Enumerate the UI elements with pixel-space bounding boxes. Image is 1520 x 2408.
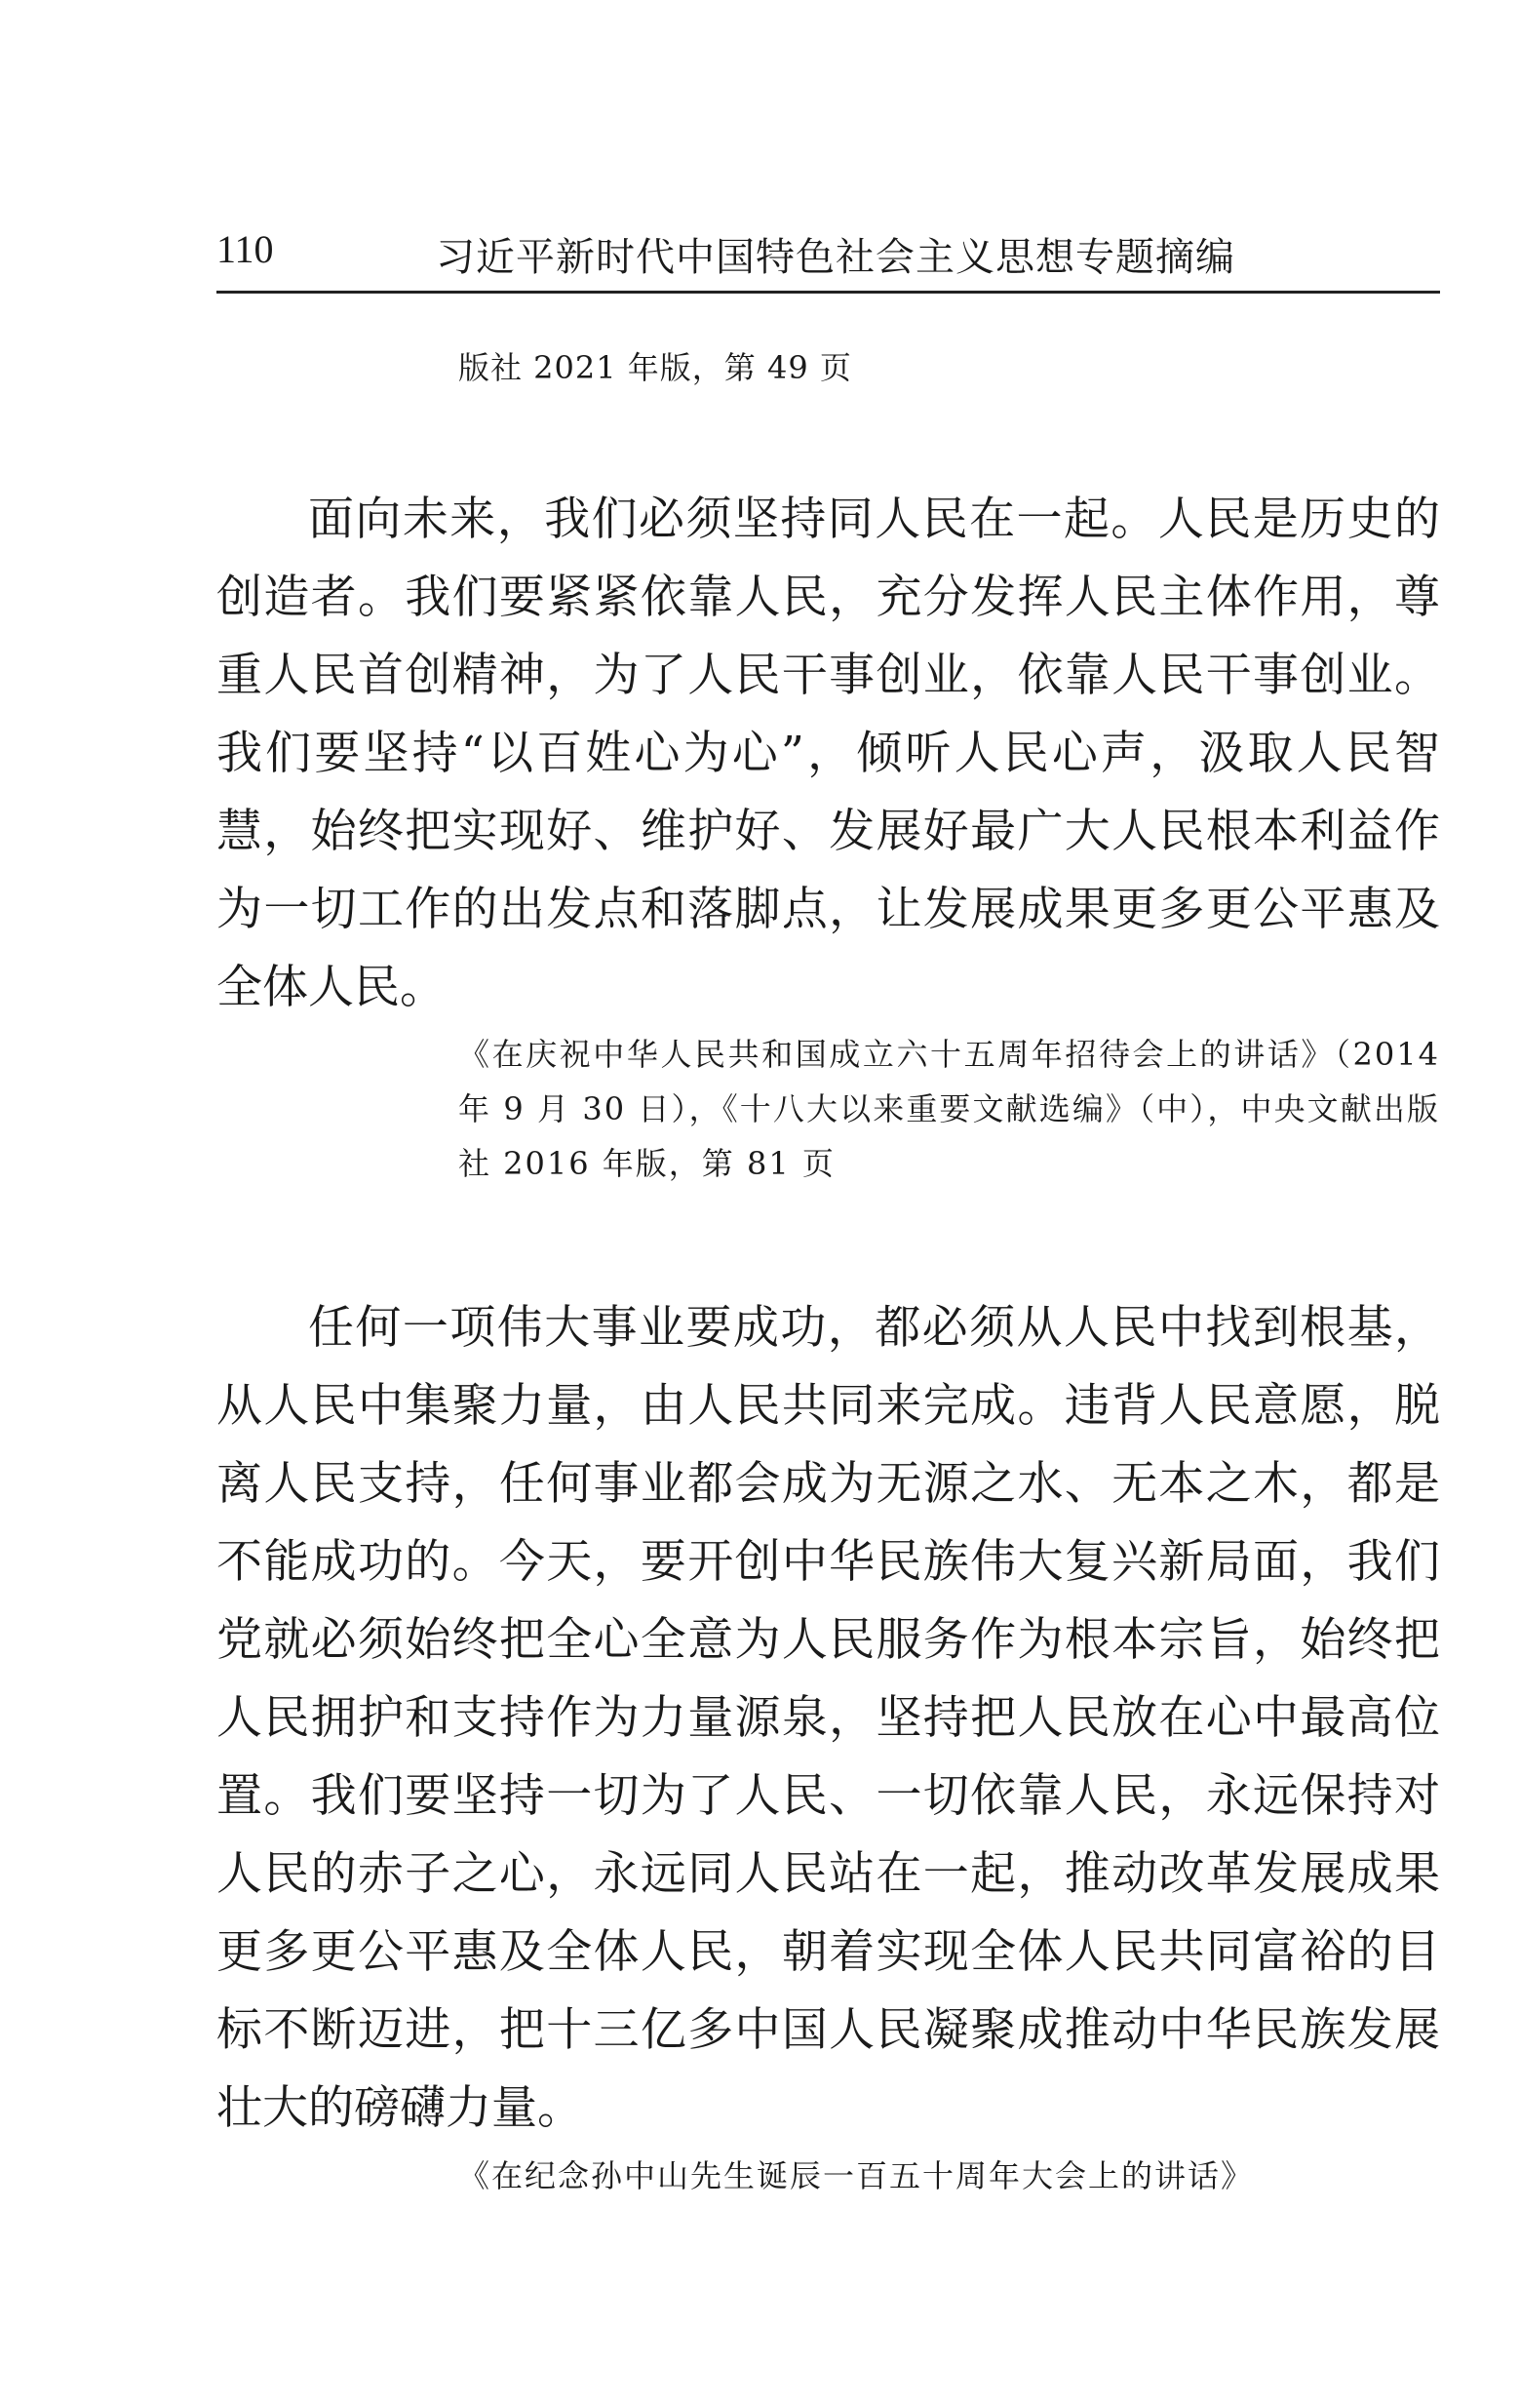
- page-number: 110: [216, 227, 274, 271]
- quote-paragraph: 面向未来，我们必须坚持同人民在一起。人民是历史的创造者。我们要紧紧依靠人民，充分发挥人民主体作用，尊重人民首创精神，为了人民干事创业，依靠人民干事创业。我们要坚持“以百姓心为心”，倾听人民心声，汲取人民智慧，始终把实现好、维护好、发展好最广大人民根本利益作为一切工作的出发点和落脚点，让发展成果更多更公平惠及全体人民。: [216, 493, 1440, 1014]
- source-citation: 《在庆祝中华人民共和国成立六十五周年招待会上的讲话》（2014 年 9 月 30 日），《十八大以来重要文献选编》（中），中央文献出版社 2016 年版，第 81 页: [458, 1036, 1440, 1182]
- running-title: 习近平新时代中国特色社会主义思想专题摘编: [436, 235, 1235, 280]
- source-citation-continued: 版社 2021 年版，第 49 页: [458, 349, 852, 386]
- page-header: [216, 222, 1440, 294]
- source-citation: 《在纪念孙中山先生诞辰一百五十周年大会上的讲话》: [458, 2157, 1255, 2194]
- quote-paragraph: 任何一项伟大事业要成功，都必须从人民中找到根基，从人民中集聚力量，由人民共同来完成。违背人民意愿，脱离人民支持，任何事业都会成为无源之水、无本之木，都是不能成功的。今天，要开创中华民族伟大复兴新局面，我们党就必须始终把全心全意为人民服务作为根本宗旨，始终把人民拥护和支持作为力量源泉，坚持把人民放在心中最高位置。我们要坚持一切为了人民、一切依靠人民，永远保持对人民的赤子之心，永远同人民站在一起，推动改革发展成果更多更公平惠及全体人民，朝着实现全体人民共同富裕的目标不断迈进，把十三亿多中国人民凝聚成推动中华民族发展壮大的磅礴力量。: [216, 1301, 1440, 2135]
